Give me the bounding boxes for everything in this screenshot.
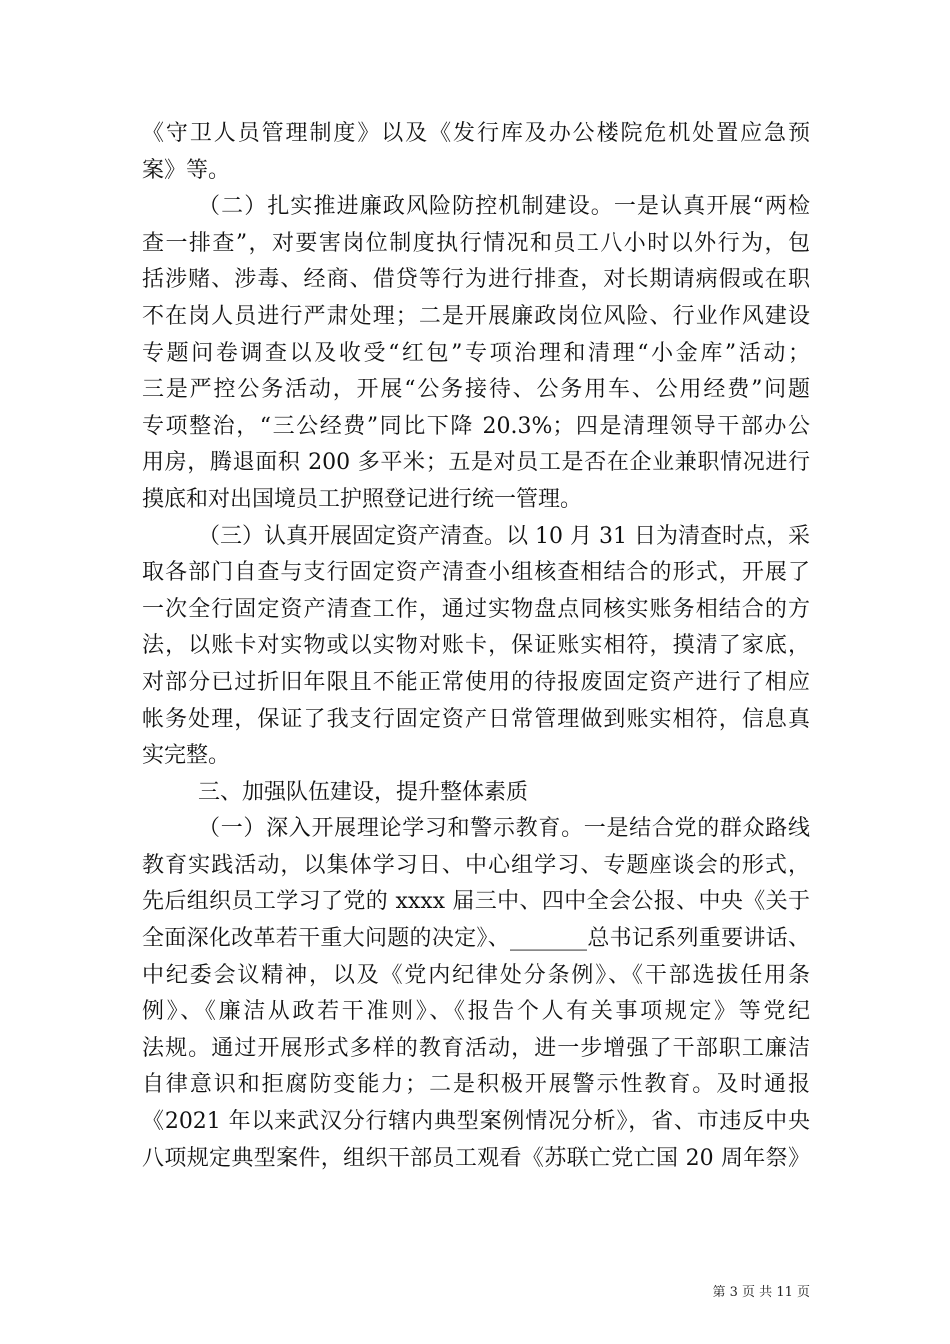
- page-number-footer: 第 3 页 共 11 页: [712, 1285, 810, 1300]
- text-line: （二）扎实推进廉政风险防控机制建设。一是认真开展“两检: [198, 194, 810, 220]
- text-line: 先后组织员工学习了党的 xxxx 届三中、四中全会公报、中央《关于: [142, 889, 810, 915]
- text-line: （一）深入开展理论学习和警示教育。一是结合党的群众路线: [198, 816, 810, 842]
- text-line: 一次全行固定资产清查工作，通过实物盘点同核实账务相结合的方: [142, 596, 810, 622]
- text-line: 不在岗人员进行严肃处理；二是开展廉政岗位风险、行业作风建设: [142, 303, 810, 329]
- text-line: 对部分已过折旧年限且不能正常使用的待报废固定资产进行了相应: [142, 669, 810, 695]
- text-line: 用房，腾退面积 200 多平米；五是对员工是否在企业兼职情况进行: [142, 450, 810, 476]
- text-line: 法规。通过开展形式多样的教育活动，进一步增强了干部职工廉洁: [142, 1035, 810, 1061]
- document-body: [142, 116, 810, 1177]
- text-line: 实完整。: [142, 743, 231, 769]
- text-line: 《2021 年以来武汉分行辖内典型案例情况分析》，省、市违反中央: [142, 1109, 810, 1135]
- text-line: 《守卫人员管理制度》以及《发行库及办公楼院危机处置应急预: [142, 121, 810, 146]
- text-line: 全面深化改革若干重大问题的决定》、_______总书记系列重要讲话、: [142, 926, 810, 952]
- text-line: （三）认真开展固定资产清查。以 10 月 31 日为清查时点，采: [198, 523, 810, 549]
- text-line: 取各部门自查与支行固定资产清查小组核查相结合的形式，开展了: [142, 560, 810, 586]
- text-line: 案》等。: [142, 157, 231, 183]
- text-line: 八项规定典型案件，组织干部员工观看《苏联亡党亡国 20 周年祭》: [142, 1145, 810, 1171]
- text-line: 括涉赌、涉毒、经商、借贷等行为进行排查，对长期请病假或在职: [142, 267, 810, 293]
- text-line: 摸底和对出国境员工护照登记进行统一管理。: [142, 486, 583, 512]
- text-line: 自律意识和拒腐防变能力；二是积极开展警示性教育。及时通报: [142, 1072, 810, 1098]
- text-line: 教育实践活动，以集体学习日、中心组学习、专题座谈会的形式，: [142, 852, 810, 878]
- text-line: 查一排查”，对要害岗位制度执行情况和员工八小时以外行为，包: [142, 230, 810, 256]
- text-line: 例》、《廉洁从政若干准则》、《报告个人有关事项规定》等党纪: [142, 999, 810, 1025]
- text-line: 专题问卷调查以及收受“红包”专项治理和清理“小金库”活动；: [142, 340, 810, 366]
- text-line: 三是严控公务活动，开展“公务接待、公务用车、公用经费”问题: [142, 377, 810, 403]
- text-line: 帐务处理，保证了我支行固定资产日常管理做到账实相符，信息真: [142, 706, 810, 732]
- text-line: 三、加强队伍建设，提升整体素质: [198, 779, 529, 805]
- text-line: 专项整治，“三公经费”同比下降 20.3%；四是清理领导干部办公: [142, 413, 810, 439]
- text-line: 中纪委会议精神，以及《党内纪律处分条例》、《干部选拔任用条: [142, 962, 810, 988]
- text-line: 法，以账卡对实物或以实物对账卡，保证账实相符，摸清了家底，: [142, 633, 810, 659]
